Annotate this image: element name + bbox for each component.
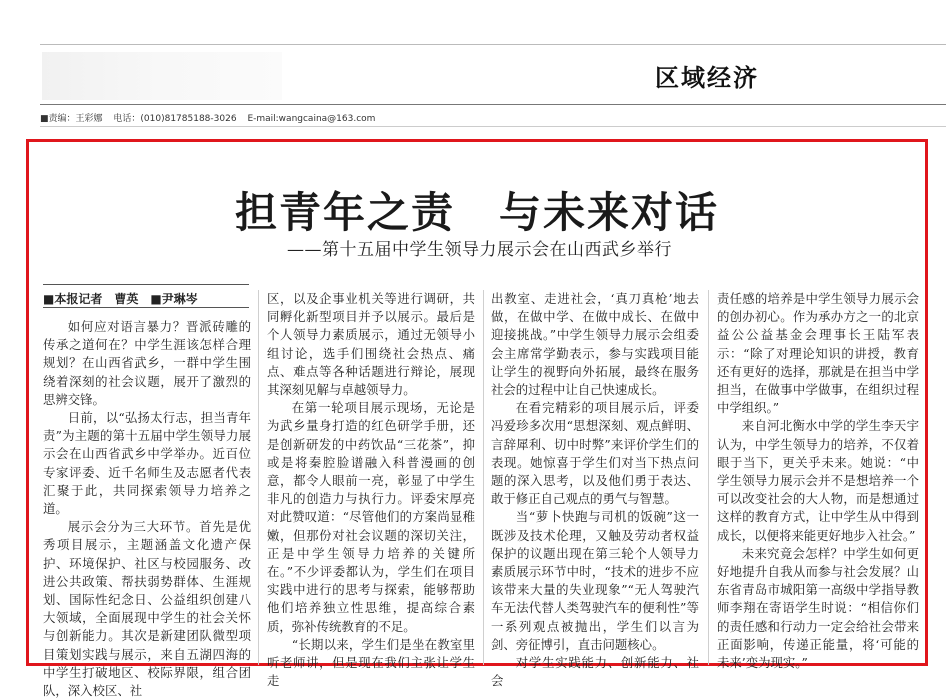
article-subheadline: ——第十五届中学生领导力展示会在山西武乡举行 — [287, 240, 672, 260]
paragraph: 区，以及企事业机关等进行调研，共同孵化新型项目并予以展示。最后是个人领导力素质展示，通过无领导小组讨论，选手们围绕社会热点、痛点、难点等各种话题进行辩论，展现其深刻见解与卓越领导力。 — [267, 291, 475, 398]
paragraph: 未来究竟会怎样？中学生如何更好地提升自我从而参与社会发展？山东省青岛市城阳第一高级中学指导教师李翔在寄语学生时说：“相信你们的责任感和行动力一定会给社会带来正面影响，传递正能量，将‘可能的未来’变为现实。” — [717, 545, 919, 671]
top-rule — [40, 44, 946, 45]
paragraph: 在看完精彩的项目展示后，评委冯爱珍多次用“思想深刻、观点鲜明、言辞犀利、切中时弊”来评价学生们的表现。她惊喜于学生们对当下热点问题的深入思考，以及他们勇于表达、敢于修正自己观点的勇气与智慧。 — [491, 400, 699, 507]
paragraph: 当“萝卜快跑与司机的饭碗”这一既涉及技术伦理，又触及劳动者权益保护的议题出现在第三轮个人领导力素质展示环节中时，“技术的进步不应该带来大量的失业现象”“无人驾驶汽车无法代替人类驾驶汽车的便利性”等一系列观点被抛出，学生们以言为剑、旁征博引，直击问题核心。 — [491, 509, 699, 652]
column-divider — [708, 290, 709, 665]
editor-email: E-mail:wangcaina@163.com — [247, 114, 376, 124]
paragraph: 展示会分为三大环节。首先是优秀项目展示，主题涵盖文化遗产保护、环境保护、社区与校园服务、改进公共政策、帮扶弱势群体、生涯规划、国际性纪念日、公益组织创建八大领域，全面展现中学生的社会关怀与创新能力。其次是新建团队微型项目策划实践与展示，来自五湖四海的中学生打破地区、校际界限，组合团队，深入校区、社 — [43, 519, 251, 699]
column-divider — [483, 290, 484, 665]
paragraph: 如何应对语言暴力？晋派砖雕的传承之道何在？中学生涯该怎样合理规划？在山西省武乡，一群中学生围绕着深刻的社会议题，展开了激烈的思辨交锋。 — [43, 319, 251, 407]
header-rule — [40, 104, 946, 105]
article-column-1 — [43, 318, 251, 700]
article-headline: 担青年之责 与未来对话 — [234, 188, 719, 237]
paragraph: “长期以来，学生们是坐在教室里听老师讲，但是现在我们主张让学生走 — [267, 636, 475, 689]
masthead-logo-area — [42, 52, 282, 100]
column-divider — [258, 290, 259, 665]
paragraph: 出教室、走进社会，‘真刀真枪’地去做，在做中学、在做中成长、在做中迎接挑战。”中学生领导力展示会组委会主席常学勤表示，参与实践项目能让学生的视野向外拓展，最终在服务社会的过程中让自己快速成长。 — [491, 291, 699, 398]
editor-phone: 电话：(010)81785188-3026 — [113, 114, 237, 124]
paragraph: 来自河北衡水中学的学生李天宇认为，中学生领导力的培养，不仅着眼于当下，更关乎未来。她说：“中学生领导力展示会并不是想培养一个可以改变社会的大人物，而是想通过这样的教育方式，让中学生从中得到成长，以便将来能更好地步入社会。” — [717, 418, 919, 543]
article-column-3 — [491, 290, 699, 690]
editor-contact-line — [40, 111, 383, 124]
paragraph: 日前，以“弘扬太行志，担当青年责”为主题的第十五届中学生领导力展示会在山西省武乡中学举办。近百位专家评委、近千名师生及志愿者代表汇聚于此，共同探索领导力培养之道。 — [43, 410, 251, 517]
article-highlight-box — [26, 139, 928, 699]
paragraph: 对学生实践能力、创新能力、社会 — [491, 655, 699, 689]
paragraph: 责任感的培养是中学生领导力展示会的创办初心。作为承办方之一的北京益公公益基金会理事长王陆军表示：“除了对理论知识的讲授，教育还有更好的选择，那就是在担当中学担当，在做事中学做事，在组织过程中学组织。” — [717, 291, 919, 416]
byline-rule-bottom — [43, 307, 249, 308]
byline-rule-top — [43, 284, 249, 285]
section-title: 区域经济 — [655, 63, 759, 92]
article-column-2 — [267, 290, 475, 690]
article-column-4 — [717, 290, 919, 672]
paragraph: 在第一轮项目展示现场，无论是为武乡量身打造的红色研学手册，还是创新研发的中药饮品“三花茶”，抑或是将秦腔脸谱融入科普漫画的创意，都令人眼前一亮，彰显了中学生非凡的创造力与执行力。评委宋厚亮对此赞叹道：“尽管他们的方案尚显稚嫩，但那份对社会议题的深切关注，正是中学生领导力培养的关键所在。”不少评委都认为，学生们在项目实践中进行的思考与探索，能够帮助他们培养独立性思维，提高综合素质，弥补传统教育的不足。 — [267, 400, 475, 634]
contact-rule — [40, 126, 946, 127]
article-byline: ■本报记者 曹英 ■尹琳岑 — [43, 292, 198, 306]
editor-name: ■责编：王彩娜 — [40, 114, 103, 124]
